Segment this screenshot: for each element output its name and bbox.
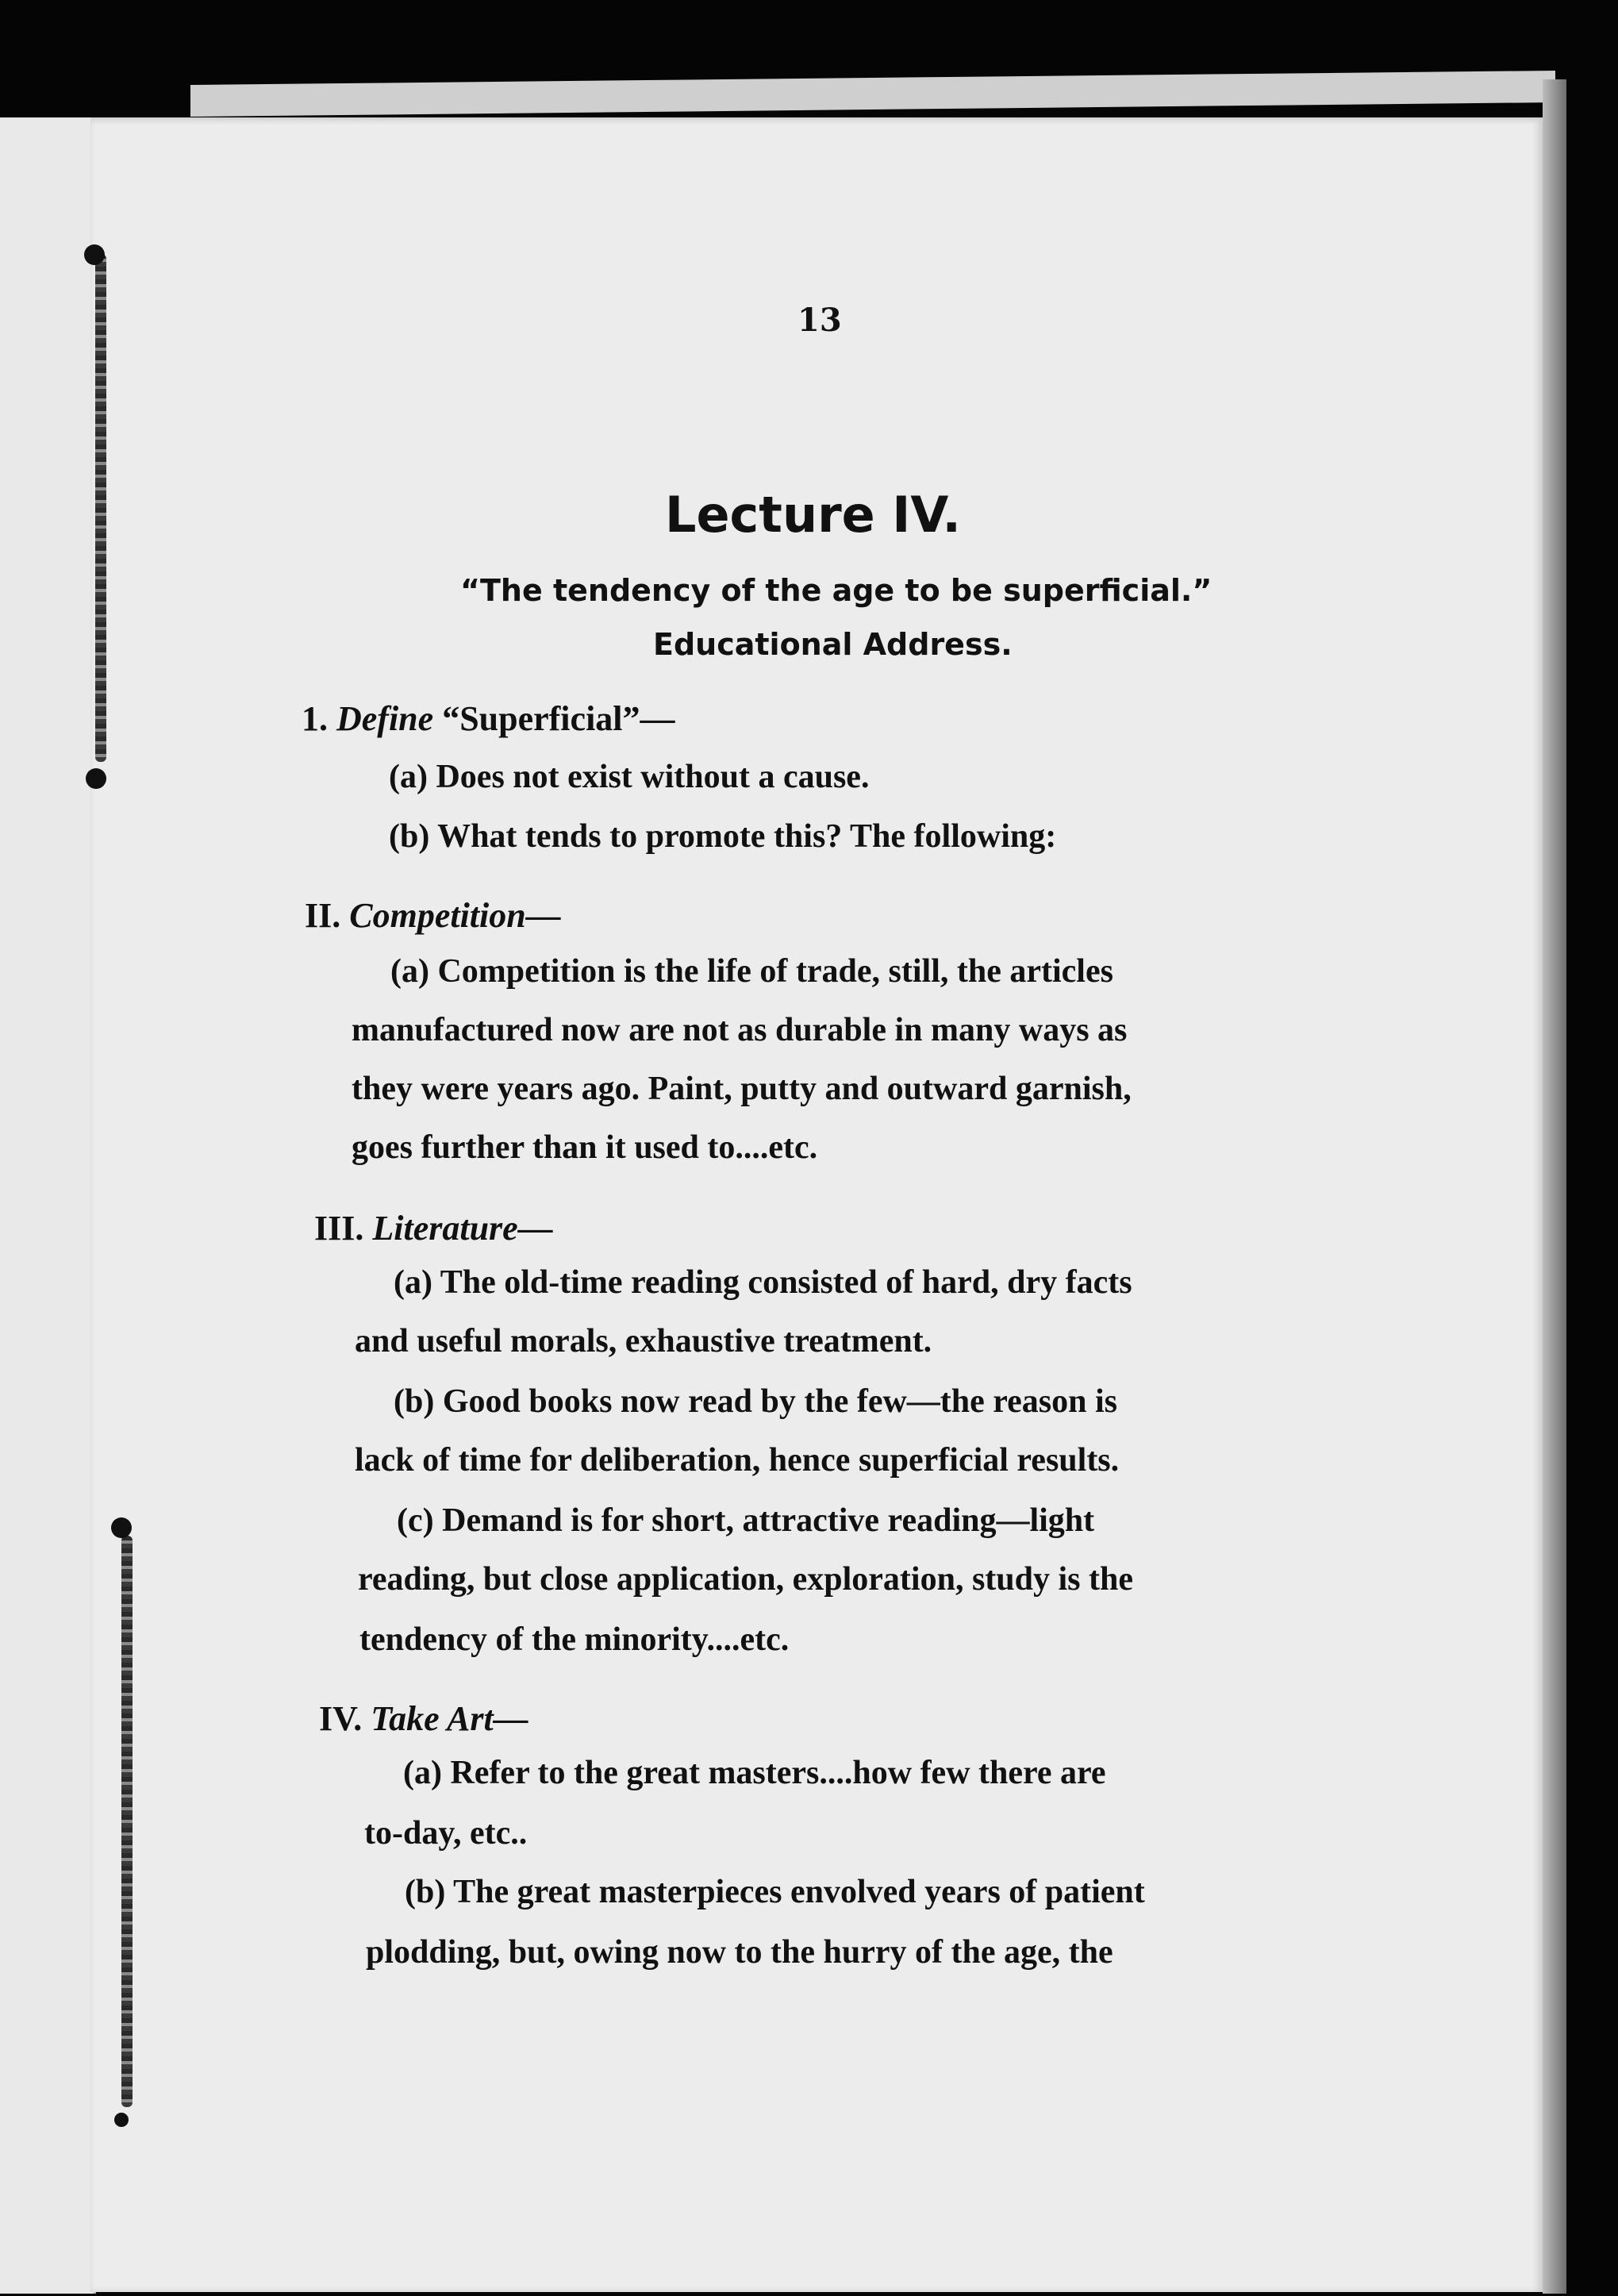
section-number: II. — [305, 896, 341, 935]
section-number: IV. — [319, 1699, 363, 1738]
binding-knot-bottom-lower — [114, 2113, 129, 2127]
section-heading-italic: Literature— — [372, 1209, 553, 1248]
section-line: (a) Does not exist without a cause. — [389, 759, 870, 795]
section-line: (c) Demand is for short, attractive reading—light — [397, 1502, 1095, 1539]
section-line: (a) Competition is the life of trade, still, the articles — [390, 953, 1113, 990]
section-line: (a) The old-time reading consisted of hard, dry facts — [394, 1264, 1132, 1301]
section-line: manufactured now are not as durable in many ways as — [352, 1012, 1128, 1048]
section-line: lack of time for deliberation, hence superficial results. — [355, 1442, 1120, 1479]
section-line: (a) Refer to the great masters....how few there are — [403, 1755, 1106, 1791]
section-line: goes further than it used to....etc. — [352, 1129, 818, 1166]
section-number: 1. — [302, 699, 328, 738]
left-facing-page — [0, 117, 96, 2294]
section-heading-4 — [319, 1698, 528, 1739]
lecture-title: Lecture IV. — [665, 486, 961, 544]
section-line: reading, but close application, exploration, study is the — [358, 1561, 1133, 1598]
binding-knot-top-lower — [86, 768, 106, 789]
section-line: (b) Good books now read by the few—the reason is — [394, 1383, 1118, 1420]
binding-knot-bottom — [111, 1517, 132, 1538]
section-line: they were years ago. Paint, putty and outward garnish, — [352, 1071, 1132, 1107]
section-line: and useful morals, exhaustive treatment. — [355, 1323, 932, 1360]
section-line: plodding, but, owing now to the hurry of the age, the — [366, 1934, 1113, 1971]
binding-thread-bottom — [121, 1536, 133, 2107]
section-line: (b) What tends to promote this? The following: — [389, 818, 1057, 855]
section-heading-2 — [305, 895, 561, 936]
section-number: III. — [314, 1209, 364, 1248]
binding-knot-top — [84, 244, 105, 265]
section-heading-rest: “Superficial”— — [433, 699, 675, 738]
section-line: (b) The great masterpieces envolved years of patient — [405, 1874, 1145, 1910]
lecture-address: Educational Address. — [653, 627, 1013, 662]
section-heading-italic: Competition— — [349, 896, 561, 935]
section-line: to-day, etc.. — [364, 1815, 528, 1852]
page-number: 13 — [797, 302, 842, 339]
section-heading-1 — [302, 698, 675, 739]
section-line: tendency of the minority....etc. — [359, 1621, 790, 1658]
binding-thread-top — [95, 254, 106, 762]
lecture-subtitle: “The tendency of the age to be superficial.” — [460, 573, 1213, 608]
section-heading-3 — [314, 1208, 553, 1248]
page-right-edge — [1543, 79, 1566, 2294]
section-heading-italic: Take Art— — [371, 1699, 528, 1738]
section-heading-italic: Define — [336, 699, 434, 738]
